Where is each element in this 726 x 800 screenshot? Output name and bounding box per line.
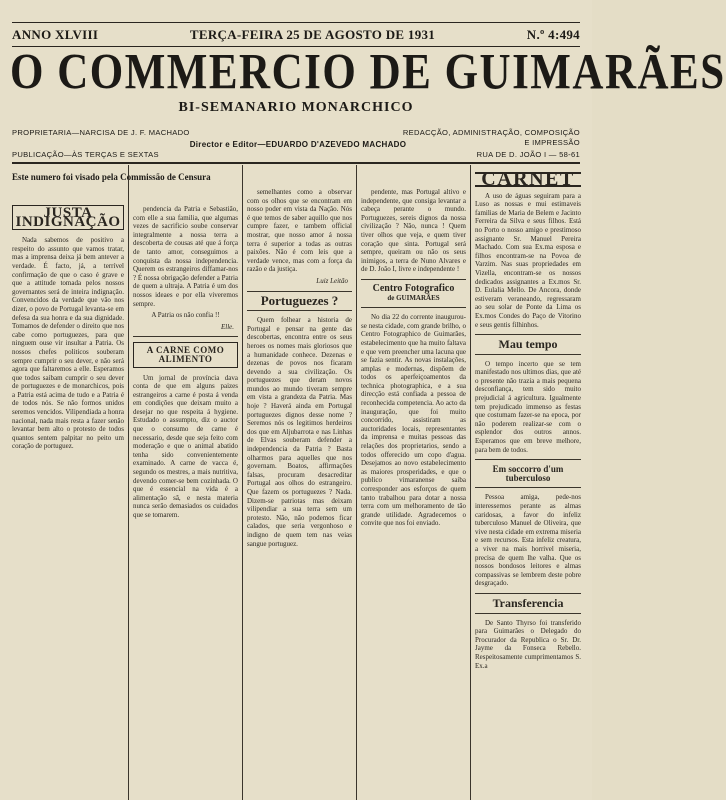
- article-separator: [475, 613, 581, 614]
- article-body-portuguezes: Quem folhear a historia de Portugal e pensar na gente das descobertas, encontra entre os seus heroes os nomes mais gloriosos que a humanidade conhece. Dezenas e dezenas de povos nos ficaram devendo a sua civilização. Os portuguezes que deram novos mundos ao mundo tiveram sempre em vista a grandeza da Patria. Mas hoje ? Haverá ainda em Portugal portuguezes dignos desse nome ? Seremos nós os legitimos herdeiros dos que em Aljubarrota e nas Linhas de Elvas souberam defender a independencia da Patria ? Basta olharmos para aquelles que nos governam. Boatos, affirmações falsas, procuram desacreditar Portugal aos olhos do estrangeiro. Que fazem os portuguezes ? Nada. Dizem-se patriotas mas deixam vilipendiar a sua terra sem um protesto. Não, não podemos ficar calados, que seria vergonhoso e indigno de quem tem nas veias sangue portuguez.: [247, 316, 352, 548]
- censorship-note: Este numero foi visado pela Commissão de Censura: [12, 172, 211, 182]
- article-separator: [475, 459, 581, 460]
- office-line: REDACÇÃO, ADMINISTRAÇÃO, COMPOSIÇÃO E IMPRESSÃO: [402, 128, 580, 147]
- article-subtitle-cinema: de GUIMARÃES: [387, 293, 440, 302]
- article-body-carne-cont: semelhantes como a observar com os olhos que se encontram em nosso poder em vista da Nação. Nós é que temos de saber aquillo que nos cumpre fazer, e tambem official mostrar, que nosso amor á nossa terra é superior a todas as outras paixões. Não é com leis que a verdade vence, mas com a força da razão e da justiça.: [247, 188, 352, 274]
- article-title-cinema: Centro Fotografico: [372, 282, 455, 294]
- article-title-socorro: Em soccorro d'um tuberculoso: [492, 464, 564, 483]
- column-3: [247, 188, 352, 797]
- article-body-socorro: Pessoa amiga, pede-nos interessemos perante as almas caridosas, a favor do infeliz tuberculoso Manuel de Oliveira, que vive nesta cidade em extrema miseria e sem recursos. Esta infeliz creatura, a viver na mais horrivel miseria, precisa de quem lhe valha. Que os nossos bondosos leitores e almas compassivas se lembrem deste pobre desgraçado.: [475, 493, 581, 588]
- article-body-justa: Nada sabemos de positivo a respeito do assunto que vamos tratar, mas a imprensa deixa já bem antever a verdade. É facto, já, a terrível confirmação de que o caso é grave e que a attitude tomada pelos nossos governantes será de inteira indignação. Convencidos da verdade que vão nos dizer, o povo de Portugal levanta-se em defesa da sua honra e da sua dignidade. Tomamos de defender o direito que nos cabe como portuguezes, para que ninguem ouse vir insultar a Patria. Os nossos chefes politicos souberam sempre cumprir o seu dever, e não será agora que faltaremos a elle. Esperamos que todos saibam cumprir o seu dever de portuguezes e de monarchicos, pois a Patria está acima de tudo e a Patria é de todos nós. Se não formos unidos seremos vencidos. Vilipendiada a honra nacional, nada mais resta a fazer senão levantar bem alto o protesto de todos quantos sentem palpitar no peito um coração de portuguez.: [12, 236, 124, 451]
- article-title-tempo: Mau tempo: [498, 337, 558, 352]
- article-separator: [475, 593, 581, 594]
- column-4: [361, 188, 466, 797]
- masthead-rule: [12, 162, 580, 164]
- column-divider: [470, 165, 471, 800]
- director-line: Director e Editor—EDUARDO D'AZEVEDO MACHADO: [189, 140, 407, 149]
- issue-year: ANNO XLVIII: [12, 27, 99, 42]
- newspaper-title: O COMMERCIO DE GUIMARÃES: [10, 44, 726, 101]
- article-separator: [361, 307, 466, 308]
- column-divider: [128, 165, 129, 800]
- article-title-justa: JUSTA INDIGNAÇÃO: [12, 205, 124, 230]
- article-signature: Elle.: [220, 322, 234, 331]
- article-separator: [475, 354, 581, 355]
- article-title-carne: A CARNE COMO ALIMENTO: [133, 342, 238, 367]
- owner-line: PROPRIETARIA—NARCISA DE J. F. MACHADO: [12, 128, 190, 137]
- top-rule: [12, 22, 580, 23]
- article-body-portuguezes-cont: pendente, mas Portugal altivo e independente, que consiga levantar a cabeça perante o mundo. Portuguezes, sereis dignos da nossa civilização ? Não, nunca ! Quem tiver olhos que veja, e quem tiver coração que sinta. Portugal será sempre, queiram ou não os seus inimigos, a terra de Nuno Alvares e de D. João I, livre e independente !: [361, 188, 466, 274]
- article-body-carnet: A uso de águas seguiram para a Luso as nossas e mui estimaveis familias de Maria de Belem e Jacinto Ferreira da Silva e seus filhos. Está no Porto o nosso amigo e prestimoso assignante Sr. Manuel Pereira Machado. Com sua Ex.ma esposa e filhos encontram-se na Povoa de Varzim. Nas suas propriedades em Vizella, encontram-se os nossos dedicados assignantes a Ex.mos Sr. D. Eulalia Mello. De Ancora, donde estiveram veraneando, regressaram ao seu solar de Ponte da Lima os Ex.mos Condes do Paço de Vitorino e seus gentis filhinhos.: [475, 191, 581, 329]
- article-closing: A Patria os não confia !!: [151, 311, 220, 320]
- article-separator: [475, 334, 581, 335]
- article-separator: [133, 336, 238, 337]
- column-divider: [356, 165, 357, 800]
- publication-line: PUBLICAÇÃO—ÀS TERÇAS E SEXTAS: [12, 150, 159, 159]
- address-line: RUA DE D. JOÃO I — 58-61: [476, 150, 580, 159]
- issue-date: TERÇA-FEIRA 25 DE AGOSTO DE 1931: [189, 27, 436, 42]
- column-5: [475, 168, 581, 797]
- article-separator: [247, 310, 352, 311]
- article-title-portuguezes: Portuguezes ?: [260, 292, 339, 308]
- column-1: [12, 205, 124, 797]
- article-body-tempo: O tempo incerto que se tem manifestado nos ultimos dias, que até o presente não trazia a mais pequena desconfiança, tem sido muito prejudicial á agricultura. Igualmente tem prejudicado immenso as festas que costumam fazer-se na epoca, por não poderem realizar-se com o esplendor dos outros annos. Esperamos que em breve melhore, para bem de todos.: [475, 359, 581, 454]
- article-body-justa-cont: pendencia da Patria e Sebastião, com elle a sua familia, que algumas vezes de sacrificio soube conservar integralmente a nossa terra a descoberta de cousas até que á força de tanto amor, conseguimos a conquista da nossa independencia. Querem os estrangeiros diffamar-nos ? É nossa obrigação defender a Patria de quem a ultraja. A Patria é um dos nossos ideaes e por ella viveremos sempre.: [133, 205, 238, 308]
- article-signature-carne: Luiz Leitão: [316, 276, 348, 285]
- article-body-cinema: No dia 22 do corrente inaugurou-se nesta cidade, com grande brilho, o Centro Fotographico de Guimarães, estabelecimento que ha muito faltava e que vem preencher uma lacuna que se fazia sentir. As novas instalações, amplas e modernas, dispõem de todos os aperfeiçoamentos da technica photographica, e a sua direcção está confiada a pessoa de reconhecida competencia. Ao acto da inauguração, que foi muito concorrido, assistiram as auctoridades locais, representantes da imprensa e muitas pessoas das relações dos proprietarios, sendo a todos offerecido um copo d'agua. Desejamos ao novo estabelecimento as maiores prosperidades, e que o publico vimaranense saiba corresponder aos esforços de quem tanto trabalhou para dotar a nossa terra com um melhoramento de tão grande utilidade. Agradecemos o convite que nos foi enviado.: [361, 313, 466, 528]
- column-divider: [242, 165, 243, 800]
- article-body-transferencia: De Santo Thyrso foi transferido para Guimarães o Delegado do Procurador da Republica o Sr. Dr. Jayme da Fonseca Rebello. Respeitosamente cumprimentamos S. Ex.a: [475, 618, 581, 670]
- newspaper-subtitle: BI-SEMANARIO MONARCHICO: [178, 100, 414, 115]
- article-title-transferencia: Transferencia: [492, 595, 564, 610]
- column-2: [133, 205, 238, 797]
- article-body-carne: Um jornal de província dava conta de que em alguns paizes estrangeiros a carne é posta á venda em condições que deixam muito a desejar no que respeita á hygiene. Estudado o assumpto, diz o auctor que o consumo de carne é necessario, desde que seja feito com moderação e que o animal abatido tenha sido convenientemente examinado. A carne de vacca é, segundo os mestres, a mais nutritiva, devendo comer-se bem cozinhada. O que é essencial na vida é a alimentação sã, e nesta materia nunca serão demasiados os cuidados que se tomarem.: [133, 373, 238, 519]
- issue-number: N.º 4:494: [526, 27, 580, 42]
- article-separator: [361, 279, 466, 280]
- section-title-carnet: CARNET: [475, 172, 581, 187]
- article-separator: [475, 487, 581, 488]
- article-separator: [247, 291, 352, 292]
